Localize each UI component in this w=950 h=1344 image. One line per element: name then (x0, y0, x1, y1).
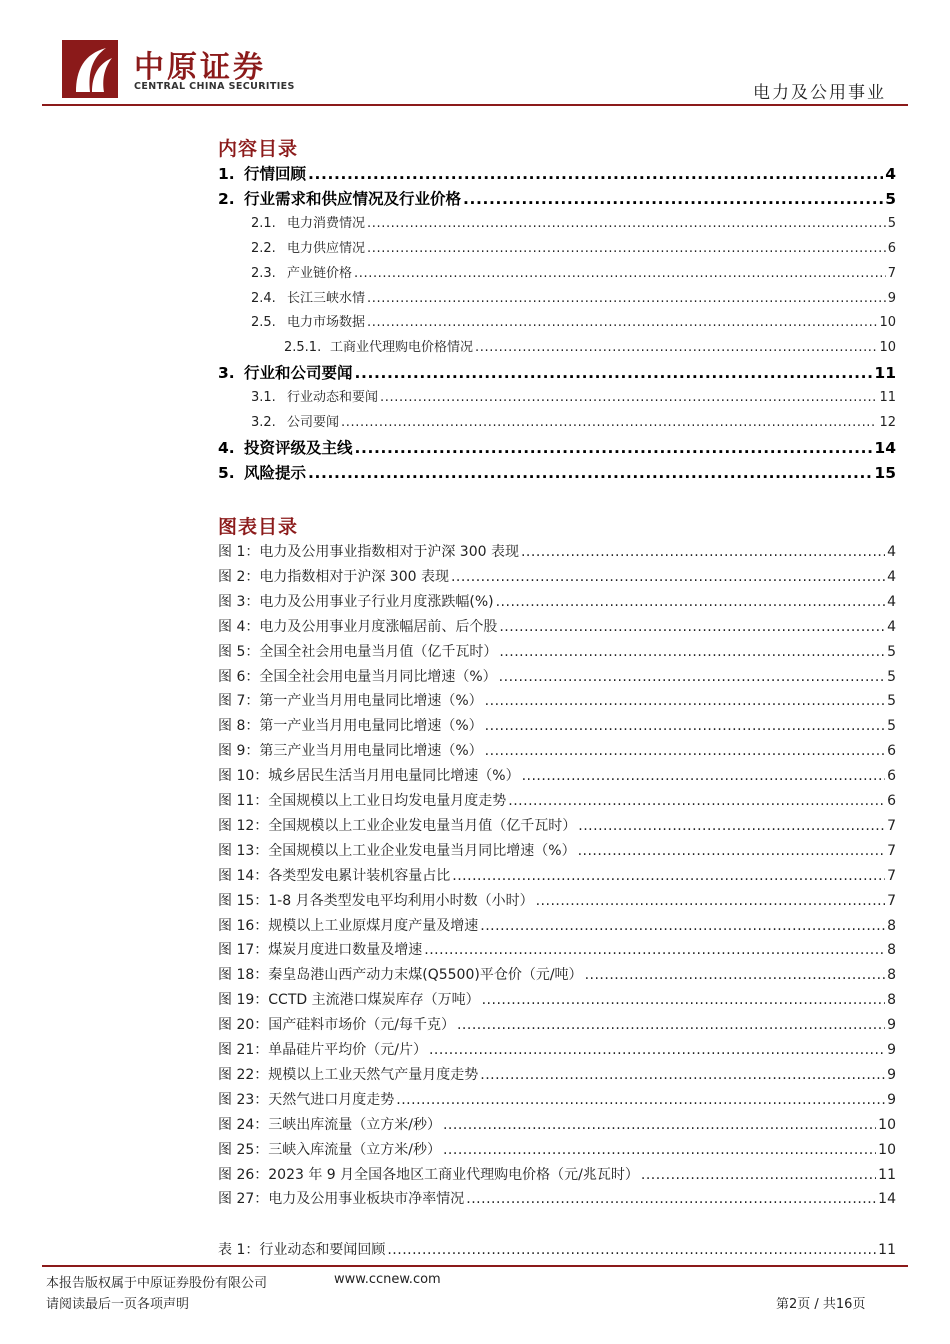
brand-name-cn: 中原证券 (134, 50, 266, 85)
figure-entry[interactable] (218, 790, 896, 810)
dot-leader (482, 992, 885, 1008)
dot-leader (341, 415, 877, 430)
entry-page-number: 7 (887, 867, 896, 884)
entry-number: 3.2. (251, 415, 276, 430)
entry-number: 5. (218, 463, 235, 482)
entry-page-number: 14 (878, 1191, 896, 1208)
entry-title: 图 24：三峡出库流量（立方米/秒） (218, 1116, 441, 1133)
entry-title: 图 27：电力及公用事业板块市净率情况 (218, 1191, 465, 1208)
figure-entry[interactable] (218, 1064, 896, 1084)
entry-page-number: 4 (887, 593, 896, 610)
figure-entry[interactable] (218, 715, 896, 735)
entry-title: 图 23：天然气进口月度走势 (218, 1091, 395, 1108)
figure-entry[interactable] (218, 915, 896, 935)
dot-leader (396, 1092, 885, 1108)
entry-title: 图 3：电力及公用事业子行业月度涨跌幅(%) (218, 593, 494, 610)
table-entry[interactable] (218, 1239, 896, 1259)
figure-entry[interactable] (218, 865, 896, 885)
entry-title: 图 15：1-8 月各类型发电平均利用小时数（小时） (218, 892, 534, 909)
dot-leader (521, 544, 885, 560)
entry-title: 图 10：城乡居民生活当月用电量同比增速（%） (218, 768, 520, 785)
dot-leader (367, 241, 886, 256)
dot-leader (496, 594, 885, 610)
entry-title: 图 5：全国全社会用电量当月值（亿千瓦时） (218, 643, 498, 660)
figure-entry[interactable] (218, 690, 896, 710)
dot-leader (424, 942, 885, 958)
entry-page-number: 6 (887, 240, 896, 256)
company-logo (62, 40, 312, 100)
entry-title: 行业需求和供应情况及行业价格 (244, 189, 462, 208)
entry-title: 图 9：第三产业当月用电量同比增速（%） (218, 743, 483, 760)
entry-title: 工商业代理购电价格情况 (330, 340, 474, 356)
entry-page-number: 10 (879, 340, 896, 356)
entry-title: 图 4：电力及公用事业月度涨幅居前、后个股 (218, 618, 498, 635)
entry-page-number: 11 (879, 390, 896, 406)
entry-title: 图 25：三峡入库流量（立方米/秒） (218, 1141, 441, 1158)
entry-page-number: 7 (887, 817, 896, 834)
entry-page-number: 6 (887, 768, 896, 785)
entry-title: 图 11：全国规模以上工业日均发电量月度走势 (218, 793, 507, 809)
entry-title: 图 8：第一产业当月用电量同比增速（%） (218, 718, 483, 735)
entry-title: 图 1：电力及公用事业指数相对于沪深 300 表现 (218, 544, 519, 560)
dot-leader (578, 818, 885, 834)
footer-page-info: 第2页 / 共16页 (776, 1297, 866, 1312)
entry-title: 图 12：全国规模以上工业企业发电量当月值（亿千瓦时） (218, 817, 577, 834)
entry-title: 图 26：2023 年 9 月全国各地区工商业代理购电价格（元/兆瓦时） (218, 1166, 639, 1183)
entry-title: 表 1：行业动态和要闻回顾 (218, 1242, 386, 1258)
entry-page-number: 5 (887, 693, 896, 710)
entry-title: 行业动态和要闻 (287, 390, 379, 406)
entry-page-number: 8 (887, 942, 896, 959)
dot-leader (508, 793, 885, 809)
toc-entry[interactable] (218, 336, 896, 355)
entry-title: 行情回顾 (244, 165, 307, 183)
entry-title: 风险提示 (244, 463, 307, 482)
footer-divider (42, 1265, 908, 1267)
figure-entry[interactable] (218, 765, 896, 785)
entry-page-number: 6 (887, 793, 896, 809)
dot-leader (480, 918, 885, 934)
dot-leader (367, 315, 877, 330)
entry-page-number: 10 (878, 1116, 896, 1133)
footer-copyright: 本报告版权属于中原证券股份有限公司 (46, 1276, 268, 1291)
entry-number: 2.1. (251, 215, 276, 231)
dot-leader (499, 644, 885, 660)
entry-page-number: 4 (887, 544, 896, 560)
figure-entry[interactable] (218, 641, 896, 661)
toc-entry[interactable] (218, 162, 896, 184)
dot-leader (480, 1067, 885, 1083)
toc-entry[interactable] (218, 411, 896, 430)
entry-number: 1. (218, 165, 235, 183)
entry-title: 图 19：CCTD 主流港口煤炭库存（万吨） (218, 992, 480, 1009)
footer-disclaimer: 请阅读最后一页各项声明 (46, 1297, 190, 1312)
dot-leader (387, 1242, 876, 1258)
entry-number: 4. (218, 438, 235, 457)
entry-page-number: 5 (885, 189, 896, 208)
footer-website-link[interactable]: www.ccnew.com (334, 1272, 441, 1287)
toc-entry[interactable] (218, 187, 896, 209)
entry-number: 2.5. (251, 315, 276, 331)
dot-leader (522, 768, 886, 784)
figure-entry[interactable] (218, 1039, 896, 1059)
figure-entry[interactable] (218, 1089, 896, 1109)
toc-title: 内容目录 (218, 138, 299, 160)
entry-title: 图 16：规模以上工业原煤月度产量及增速 (218, 917, 479, 934)
dot-leader (452, 868, 885, 884)
toc-entry[interactable] (218, 262, 896, 281)
dot-leader (499, 619, 885, 635)
entry-title: 图 7：第一产业当月用电量同比增速（%） (218, 693, 483, 710)
figure-entry[interactable] (218, 740, 896, 760)
dot-leader (585, 967, 886, 983)
entry-page-number: 15 (874, 463, 896, 482)
entry-title: 公司要闻 (287, 415, 340, 430)
entry-page-number: 11 (878, 1166, 896, 1183)
dot-leader (308, 464, 872, 482)
entry-title: 电力市场数据 (287, 315, 366, 331)
dot-leader (367, 216, 886, 231)
dot-leader (466, 1191, 876, 1207)
dot-leader (457, 1017, 885, 1033)
entry-page-number: 9 (887, 1066, 896, 1083)
figure-entry[interactable] (218, 541, 896, 561)
dot-leader (463, 190, 883, 208)
entry-title: 图 13：全国规模以上工业企业发电量当月同比增速（%） (218, 842, 576, 859)
dot-leader (367, 291, 886, 306)
entry-number: 2.5.1. (284, 340, 322, 356)
dot-leader (354, 266, 886, 281)
entry-title: 投资评级及主线 (244, 438, 353, 457)
dot-leader (485, 693, 885, 709)
page-header (0, 0, 950, 110)
figure-entry[interactable] (218, 616, 896, 636)
figure-entry[interactable] (218, 1114, 896, 1134)
dot-leader (475, 340, 877, 355)
entry-title: 电力消费情况 (287, 215, 366, 231)
figure-entry[interactable] (218, 989, 896, 1009)
entry-number: 2.3. (251, 265, 276, 281)
dot-leader (641, 1167, 876, 1183)
entry-page-number: 5 (887, 668, 896, 685)
entry-title: 图 14：各类型发电累计装机容量占比 (218, 867, 451, 884)
entry-page-number: 4 (887, 618, 896, 635)
entry-page-number: 9 (887, 1017, 896, 1034)
dot-leader (308, 165, 883, 183)
toc-entry[interactable] (218, 361, 896, 383)
dot-leader (578, 843, 886, 859)
entry-page-number: 7 (887, 842, 896, 859)
toc-entry[interactable] (218, 461, 896, 483)
figure-entry[interactable] (218, 815, 896, 835)
toc-entry[interactable] (218, 287, 896, 306)
dot-leader (499, 669, 885, 685)
dot-leader (485, 718, 885, 734)
dot-leader (355, 364, 873, 382)
entry-number: 3. (218, 364, 235, 383)
report-section-title: 电力及公用事业 (753, 83, 886, 103)
entry-page-number: 9 (887, 290, 896, 306)
figure-entry[interactable] (218, 964, 896, 984)
toc-entry[interactable] (218, 436, 896, 458)
entry-page-number: 8 (887, 967, 896, 984)
entry-page-number: 6 (887, 743, 896, 760)
figures-title: 图表目录 (218, 516, 299, 538)
entry-title: 图 18：秦皇岛港山西产动力末煤(Q5500)平仓价（元/吨） (218, 967, 583, 984)
toc-entry[interactable] (218, 386, 896, 405)
entry-page-number: 8 (887, 992, 896, 1009)
figure-entry[interactable] (218, 1139, 896, 1159)
dot-leader (443, 1117, 876, 1133)
figure-entry[interactable] (218, 890, 896, 910)
entry-page-number: 5 (887, 643, 896, 660)
dot-leader (429, 1042, 885, 1058)
entry-page-number: 7 (887, 892, 896, 909)
brand-name-en: CENTRAL CHINA SECURITIES (134, 81, 295, 92)
figure-entry[interactable] (218, 1188, 896, 1208)
entry-title: 行业和公司要闻 (244, 364, 353, 383)
dot-leader (536, 893, 885, 909)
entry-page-number: 9 (887, 1042, 896, 1058)
entry-page-number: 5 (887, 718, 896, 735)
figure-entry[interactable] (218, 666, 896, 686)
entry-page-number: 11 (874, 364, 896, 383)
toc-entry[interactable] (218, 237, 896, 256)
entry-page-number: 14 (874, 438, 896, 457)
figure-entry[interactable] (218, 591, 896, 611)
entry-page-number: 10 (878, 1141, 896, 1158)
figure-entry[interactable] (218, 939, 896, 959)
dot-leader (443, 1142, 876, 1158)
figure-entry[interactable] (218, 1164, 896, 1184)
header-divider (42, 104, 908, 106)
entry-number: 2.2. (251, 240, 276, 256)
entry-page-number: 12 (879, 415, 896, 430)
entry-page-number: 11 (878, 1242, 896, 1258)
entry-title: 图 21：单晶硅片平均价（元/片） (218, 1042, 427, 1058)
entry-number: 2.4. (251, 290, 276, 306)
entry-page-number: 4 (885, 165, 896, 183)
entry-title: 图 2：电力指数相对于沪深 300 表现 (218, 568, 449, 585)
figure-entry[interactable] (218, 566, 896, 586)
entry-number: 3.1. (251, 390, 276, 406)
entry-title: 图 20：国产硅料市场价（元/每千克） (218, 1017, 455, 1034)
entry-page-number: 7 (887, 265, 896, 281)
entry-title: 图 6：全国全社会用电量当月同比增速（%） (218, 668, 497, 685)
entry-title: 产业链价格 (287, 265, 353, 281)
dot-leader (451, 569, 885, 585)
entry-page-number: 4 (887, 568, 896, 585)
figure-entry[interactable] (218, 840, 896, 860)
entry-number: 2. (218, 189, 235, 208)
toc-entry[interactable] (218, 311, 896, 330)
figure-entry[interactable] (218, 1014, 896, 1034)
toc-entry[interactable] (218, 212, 896, 231)
dot-leader (355, 439, 873, 457)
entry-page-number: 5 (887, 215, 896, 231)
dot-leader (485, 743, 885, 759)
entry-page-number: 8 (887, 917, 896, 934)
entry-title: 长江三峡水情 (287, 290, 366, 306)
entry-page-number: 10 (879, 315, 896, 331)
dot-leader (380, 390, 877, 405)
entry-title: 图 17：煤炭月度进口数量及增速 (218, 942, 423, 959)
entry-title: 图 22：规模以上工业天然气产量月度走势 (218, 1066, 479, 1083)
entry-page-number: 9 (887, 1091, 896, 1108)
entry-title: 电力供应情况 (287, 240, 366, 256)
logo-mark-icon (62, 40, 118, 98)
